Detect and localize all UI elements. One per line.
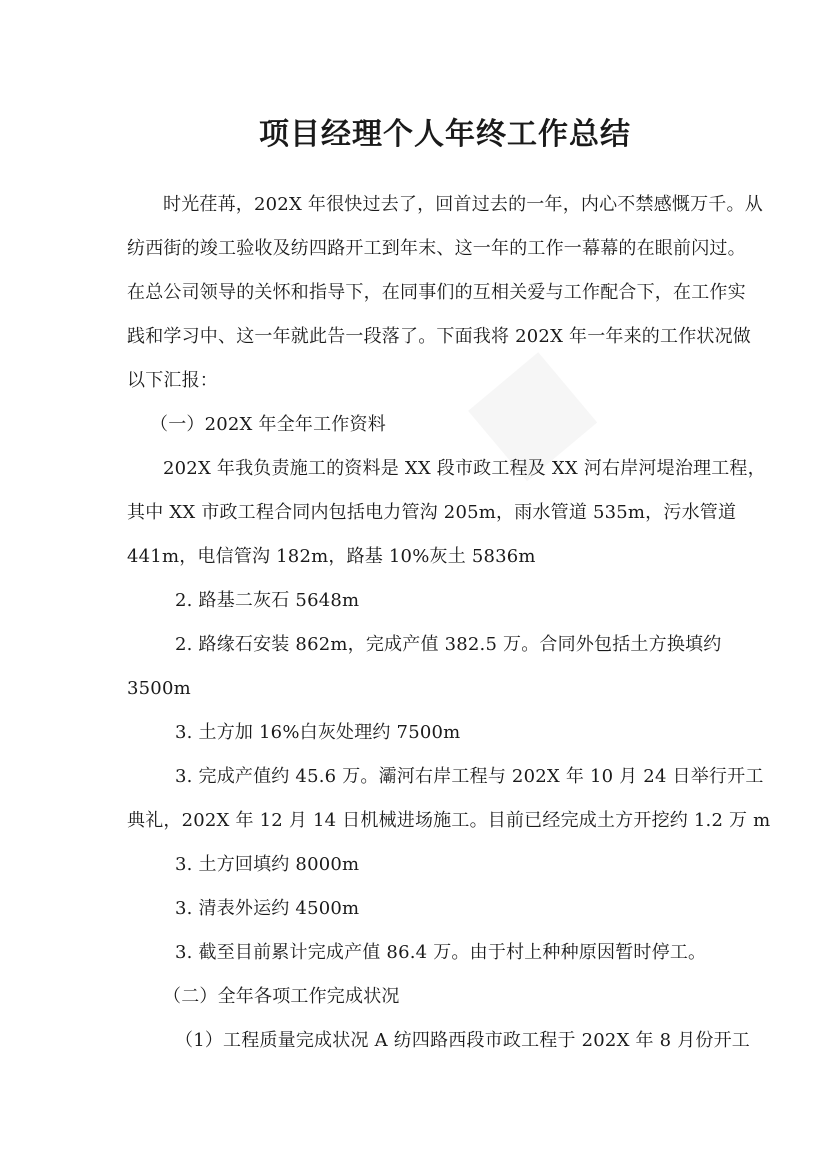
list-item: 3. 截至目前累计完成产值 86.4 万。由于村上种种原因暂时停工。 — [175, 942, 707, 963]
paragraph-line: 202X 年我负责施工的资料是 XX 段市政工程及 XX 河右岸河堤治理工程， — [163, 458, 766, 479]
list-item: 3. 完成产值约 45.6 万。灞河右岸工程与 202X 年 10 月 24 日举行开工 — [175, 766, 764, 787]
list-item: 3. 清表外运约 4500m — [175, 898, 360, 919]
list-item: 2. 路缘石安装 862m，完成产值 382.5 万。合同外包括土方换填约 — [175, 634, 722, 655]
paragraph-line: 以下汇报： — [127, 370, 218, 391]
paragraph-line: 3500m — [127, 678, 191, 699]
paragraph-line: 时光荏苒，202X 年很快过去了，回首过去的一年，内心不禁感慨万千。从 — [163, 194, 763, 215]
list-item: 2. 路基二灰石 5648m — [175, 590, 360, 611]
paragraph-line: （1）工程质量完成状况 A 纺四路西段市政工程于 202X 年 8 月份开工 — [175, 1030, 751, 1051]
list-item: 3. 土方回填约 8000m — [175, 854, 360, 875]
list-item: 3. 土方加 16%白灰处理约 7500m — [175, 722, 461, 743]
document-title: 项目经理个人年终工作总结 — [259, 117, 631, 152]
paragraph-line: 在总公司领导的关怀和指导下，在同事们的互相关爱与工作配合下，在工作实 — [127, 282, 746, 303]
section-heading: （一）202X 年全年工作资料 — [150, 414, 386, 435]
paragraph-line: 典礼，202X 年 12 月 14 日机械进场施工。目前已经完成土方开挖约 1.2 万 m — [127, 810, 771, 831]
paragraph-line: 践和学习中、这一年就此告一段落了。下面我将 202X 年一年来的工作状况做 — [127, 326, 752, 347]
paragraph-line: 441m，电信管沟 182m，路基 10%灰土 5836m — [127, 546, 536, 567]
paragraph-line: 其中 XX 市政工程合同内包括电力管沟 205m，雨水管道 535m，污水管道 — [127, 502, 737, 523]
section-heading: （二）全年各项工作完成状况 — [163, 986, 400, 1007]
paragraph-line: 纺西街的竣工验收及纺四路开工到年末、这一年的工作一幕幕的在眼前闪过。 — [127, 238, 746, 259]
